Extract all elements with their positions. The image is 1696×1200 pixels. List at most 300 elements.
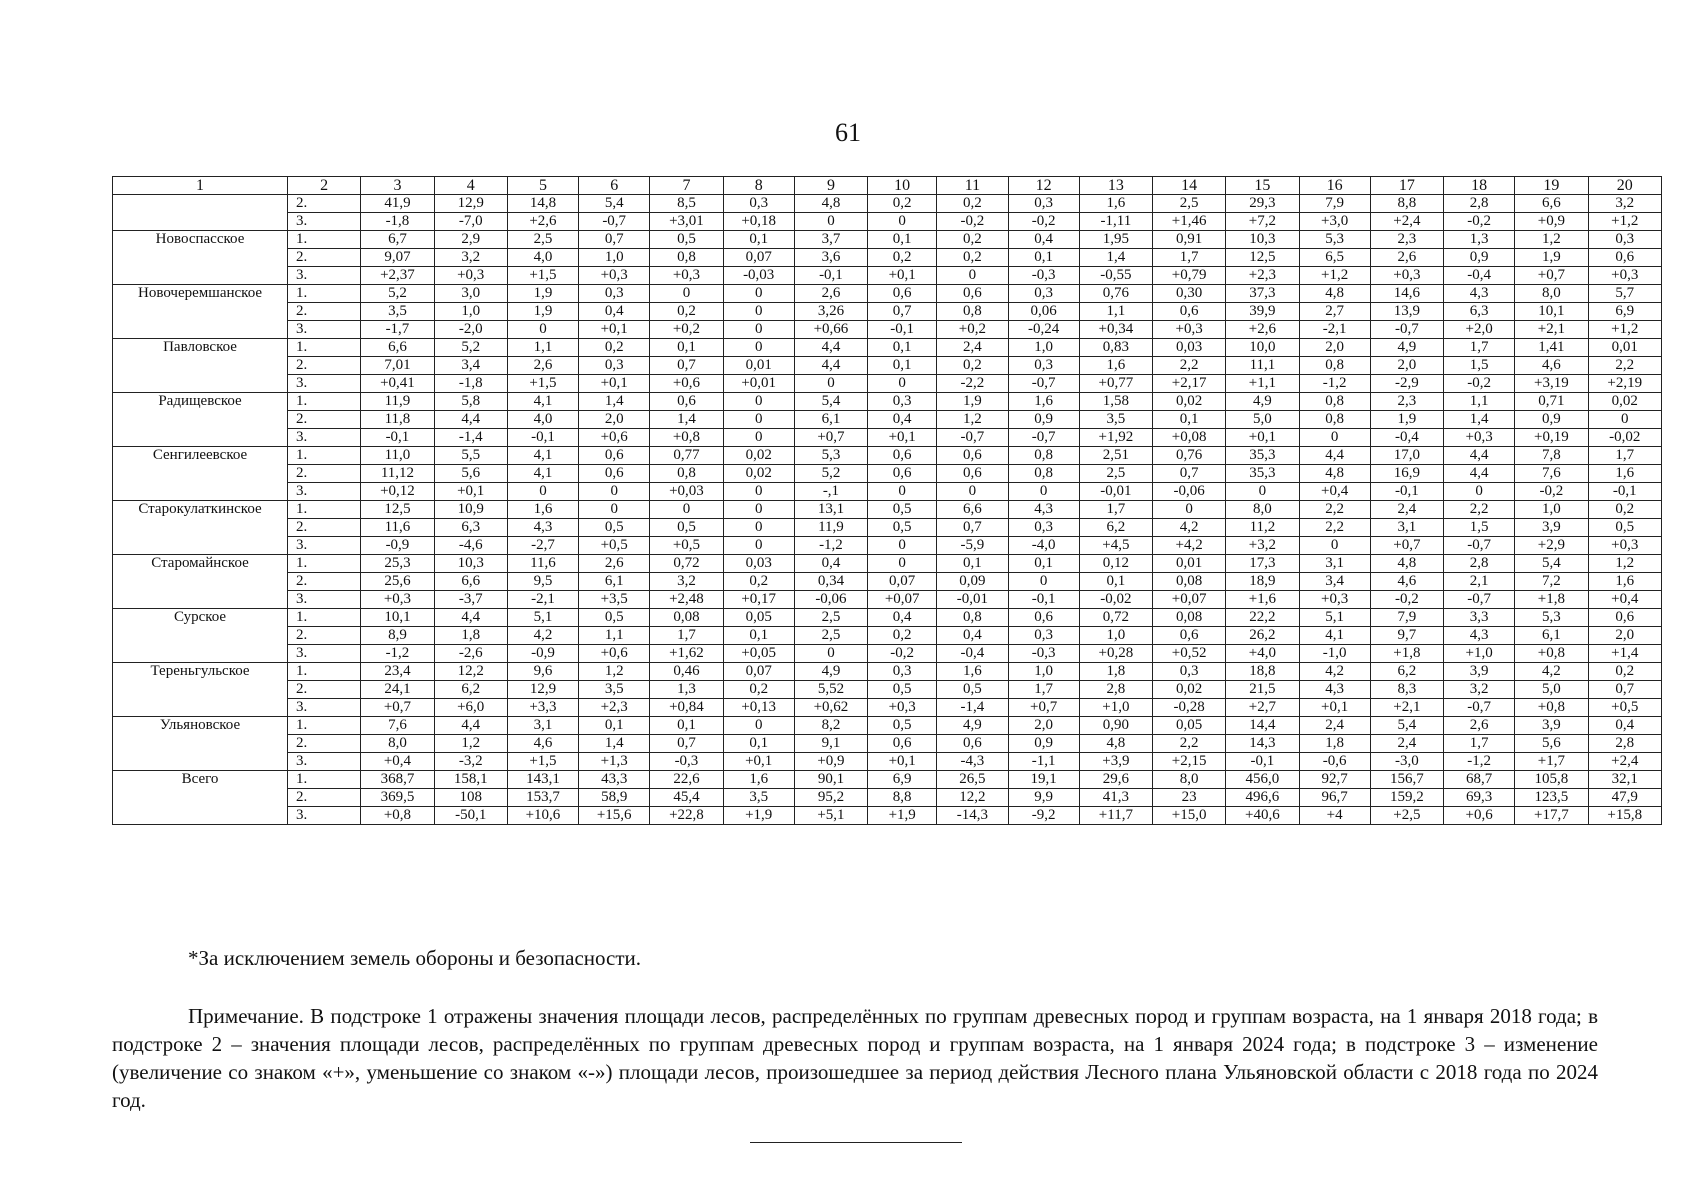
value-cell: 0,03 xyxy=(1153,339,1226,357)
page-number: 61 xyxy=(835,118,861,147)
value-cell: 3,5 xyxy=(723,789,794,807)
value-cell: 3,26 xyxy=(794,303,867,321)
value-cell: -0,3 xyxy=(1008,645,1079,663)
value-cell: 2,8 xyxy=(1079,681,1152,699)
value-cell: +7,2 xyxy=(1226,213,1299,231)
value-cell: 4,4 xyxy=(1444,447,1515,465)
table-row xyxy=(113,303,1662,321)
value-cell: 5,3 xyxy=(1299,231,1370,249)
value-cell: +0,1 xyxy=(868,753,937,771)
column-number-header: 19 xyxy=(1515,177,1588,195)
subrow-number-cell: 2. xyxy=(288,249,361,267)
value-cell: 3,2 xyxy=(434,249,507,267)
table-row xyxy=(113,663,1662,681)
value-cell: +3,2 xyxy=(1226,537,1299,555)
value-cell: 23 xyxy=(1153,789,1226,807)
column-number-header: 7 xyxy=(650,177,723,195)
value-cell: 0,2 xyxy=(723,573,794,591)
value-cell: 0,7 xyxy=(579,231,650,249)
value-cell: 0,05 xyxy=(1153,717,1226,735)
value-cell: 0,6 xyxy=(868,447,937,465)
value-cell: 0 xyxy=(723,339,794,357)
value-cell: +1,5 xyxy=(507,753,578,771)
value-cell: 2,0 xyxy=(1370,357,1443,375)
subrow-number-cell: 1. xyxy=(288,609,361,627)
value-cell: 0,02 xyxy=(723,465,794,483)
value-cell: 0,6 xyxy=(1008,609,1079,627)
value-cell: +2,1 xyxy=(1370,699,1443,717)
value-cell: 1,0 xyxy=(1079,627,1152,645)
subrow-number-cell: 1. xyxy=(288,447,361,465)
value-cell: 4,4 xyxy=(434,609,507,627)
table-row xyxy=(113,339,1662,357)
value-cell: 5,1 xyxy=(507,609,578,627)
value-cell: -0,7 xyxy=(1008,429,1079,447)
value-cell: 19,1 xyxy=(1008,771,1079,789)
table-row xyxy=(113,375,1662,393)
table-row xyxy=(113,807,1662,825)
value-cell: 6,5 xyxy=(1299,249,1370,267)
table-row xyxy=(113,393,1662,411)
value-cell: +1,2 xyxy=(1299,267,1370,285)
value-cell: 10,3 xyxy=(1226,231,1299,249)
value-cell: -7,0 xyxy=(434,213,507,231)
value-cell: 11,12 xyxy=(361,465,434,483)
value-cell: +0,9 xyxy=(794,753,867,771)
value-cell: 11,8 xyxy=(361,411,434,429)
value-cell: 29,6 xyxy=(1079,771,1152,789)
table-row xyxy=(113,213,1662,231)
value-cell: 2,8 xyxy=(1444,195,1515,213)
column-number-header: 17 xyxy=(1370,177,1443,195)
value-cell: 7,6 xyxy=(1515,465,1588,483)
value-cell: 0,2 xyxy=(868,249,937,267)
value-cell: 0,6 xyxy=(1588,609,1661,627)
value-cell: 3,7 xyxy=(794,231,867,249)
value-cell: 123,5 xyxy=(1515,789,1588,807)
value-cell: 1,9 xyxy=(507,285,578,303)
value-cell: 1,7 xyxy=(1444,339,1515,357)
value-cell: 0 xyxy=(723,519,794,537)
value-cell: 32,1 xyxy=(1588,771,1661,789)
value-cell: +2,0 xyxy=(1444,321,1515,339)
value-cell: -1,2 xyxy=(1299,375,1370,393)
table-row xyxy=(113,573,1662,591)
value-cell: 22,2 xyxy=(1226,609,1299,627)
column-number-header: 3 xyxy=(361,177,434,195)
value-cell: 0,01 xyxy=(723,357,794,375)
value-cell: -0,01 xyxy=(1079,483,1152,501)
value-cell: 6,3 xyxy=(434,519,507,537)
value-cell: +0,34 xyxy=(1079,321,1152,339)
value-cell: 6,2 xyxy=(1370,663,1443,681)
value-cell: 2,6 xyxy=(507,357,578,375)
value-cell: 0,4 xyxy=(1588,717,1661,735)
value-cell: 0,1 xyxy=(868,339,937,357)
value-cell: +4,0 xyxy=(1226,645,1299,663)
value-cell: -0,4 xyxy=(937,645,1008,663)
value-cell: 1,7 xyxy=(1444,735,1515,753)
value-cell: +3,3 xyxy=(507,699,578,717)
value-cell: 0,2 xyxy=(937,195,1008,213)
value-cell: 0,4 xyxy=(579,303,650,321)
value-cell: 3,3 xyxy=(1444,609,1515,627)
value-cell: 96,7 xyxy=(1299,789,1370,807)
value-cell: -5,9 xyxy=(937,537,1008,555)
value-cell: +3,01 xyxy=(650,213,723,231)
value-cell: 0 xyxy=(723,303,794,321)
value-cell: +11,7 xyxy=(1079,807,1152,825)
value-cell: 0,08 xyxy=(1153,609,1226,627)
value-cell: -50,1 xyxy=(434,807,507,825)
value-cell: +0,3 xyxy=(1588,267,1661,285)
table-header-row xyxy=(113,177,1662,195)
value-cell: 0,8 xyxy=(1008,447,1079,465)
value-cell: -9,2 xyxy=(1008,807,1079,825)
value-cell: -0,24 xyxy=(1008,321,1079,339)
column-number-header: 12 xyxy=(1008,177,1079,195)
value-cell: +0,3 xyxy=(1153,321,1226,339)
value-cell: 0 xyxy=(794,645,867,663)
value-cell: 0,91 xyxy=(1153,231,1226,249)
value-cell: -2,1 xyxy=(507,591,578,609)
value-cell: -0,7 xyxy=(579,213,650,231)
region-name-cell: Старомайнское xyxy=(113,555,288,609)
value-cell: +0,19 xyxy=(1515,429,1588,447)
value-cell: 1,7 xyxy=(1008,681,1079,699)
value-cell: 92,7 xyxy=(1299,771,1370,789)
column-number-header: 13 xyxy=(1079,177,1152,195)
value-cell: 0,6 xyxy=(868,735,937,753)
value-cell: 0,07 xyxy=(868,573,937,591)
value-cell: 18,8 xyxy=(1226,663,1299,681)
value-cell: -0,55 xyxy=(1079,267,1152,285)
value-cell: 13,1 xyxy=(794,501,867,519)
value-cell: +1,9 xyxy=(723,807,794,825)
value-cell: 0,01 xyxy=(1153,555,1226,573)
value-cell: -1,4 xyxy=(937,699,1008,717)
value-cell: 0,1 xyxy=(723,627,794,645)
value-cell: 0 xyxy=(1008,573,1079,591)
value-cell: 1,8 xyxy=(1079,663,1152,681)
value-cell: 2,5 xyxy=(794,609,867,627)
value-cell: 2,5 xyxy=(507,231,578,249)
value-cell: 8,5 xyxy=(650,195,723,213)
value-cell: 4,1 xyxy=(1299,627,1370,645)
value-cell: 0 xyxy=(579,501,650,519)
value-cell: -2,2 xyxy=(937,375,1008,393)
value-cell: +0,4 xyxy=(1299,483,1370,501)
value-cell: -1,11 xyxy=(1079,213,1152,231)
value-cell: 16,9 xyxy=(1370,465,1443,483)
table-row xyxy=(113,411,1662,429)
subrow-number-cell: 2. xyxy=(288,681,361,699)
value-cell: 90,1 xyxy=(794,771,867,789)
value-cell: +0,1 xyxy=(868,429,937,447)
value-cell: 456,0 xyxy=(1226,771,1299,789)
value-cell: 0,8 xyxy=(1299,393,1370,411)
value-cell: 6,1 xyxy=(579,573,650,591)
value-cell: +0,07 xyxy=(868,591,937,609)
value-cell: 1,1 xyxy=(579,627,650,645)
column-number-header: 9 xyxy=(794,177,867,195)
value-cell: 0 xyxy=(1444,483,1515,501)
value-cell: 0,2 xyxy=(1588,663,1661,681)
value-cell: -0,02 xyxy=(1588,429,1661,447)
value-cell: +3,9 xyxy=(1079,753,1152,771)
value-cell: 4,6 xyxy=(1515,357,1588,375)
value-cell: +0,2 xyxy=(937,321,1008,339)
value-cell: 0,6 xyxy=(1153,303,1226,321)
table-body xyxy=(113,177,1662,825)
value-cell: +3,5 xyxy=(579,591,650,609)
value-cell: 2,5 xyxy=(794,627,867,645)
value-cell: 0,76 xyxy=(1153,447,1226,465)
value-cell: 9,9 xyxy=(1008,789,1079,807)
value-cell: 1,9 xyxy=(507,303,578,321)
value-cell: -0,06 xyxy=(1153,483,1226,501)
table-row xyxy=(113,483,1662,501)
value-cell: 0,5 xyxy=(650,519,723,537)
value-cell: +0,1 xyxy=(868,267,937,285)
value-cell: +0,3 xyxy=(650,267,723,285)
value-cell: 0,6 xyxy=(579,447,650,465)
value-cell: -0,1 xyxy=(794,267,867,285)
value-cell: 0,5 xyxy=(868,519,937,537)
value-cell: 0,2 xyxy=(937,357,1008,375)
value-cell: +0,3 xyxy=(579,267,650,285)
value-cell: 1,0 xyxy=(579,249,650,267)
value-cell: 4,2 xyxy=(507,627,578,645)
subrow-number-cell: 2. xyxy=(288,735,361,753)
value-cell: 3,4 xyxy=(1299,573,1370,591)
column-number-header: 18 xyxy=(1444,177,1515,195)
subrow-number-cell: 3. xyxy=(288,429,361,447)
value-cell: 0 xyxy=(1588,411,1661,429)
value-cell: 0 xyxy=(1008,483,1079,501)
value-cell: 1,6 xyxy=(1588,573,1661,591)
column-number-header: 16 xyxy=(1299,177,1370,195)
value-cell: -1,2 xyxy=(794,537,867,555)
column-number-header: 1 xyxy=(113,177,288,195)
value-cell: 2,3 xyxy=(1370,231,1443,249)
value-cell: 0,2 xyxy=(868,627,937,645)
value-cell: +2,1 xyxy=(1515,321,1588,339)
value-cell: +15,8 xyxy=(1588,807,1661,825)
value-cell: +1,62 xyxy=(650,645,723,663)
table-row xyxy=(113,447,1662,465)
value-cell: 368,7 xyxy=(361,771,434,789)
value-cell: 0,1 xyxy=(723,231,794,249)
value-cell: 0,7 xyxy=(937,519,1008,537)
value-cell: -0,03 xyxy=(723,267,794,285)
value-cell: 0,3 xyxy=(1008,195,1079,213)
value-cell: 0,8 xyxy=(1008,465,1079,483)
value-cell: 2,2 xyxy=(1588,357,1661,375)
value-cell: -0,06 xyxy=(794,591,867,609)
subrow-number-cell: 1. xyxy=(288,339,361,357)
value-cell: 10,1 xyxy=(1515,303,1588,321)
value-cell: 0,5 xyxy=(579,609,650,627)
value-cell: 0,4 xyxy=(868,411,937,429)
value-cell: 1,6 xyxy=(723,771,794,789)
value-cell: 4,4 xyxy=(1444,465,1515,483)
value-cell: 4,0 xyxy=(507,411,578,429)
value-cell: 5,52 xyxy=(794,681,867,699)
value-cell: 1,8 xyxy=(1299,735,1370,753)
value-cell: 0,6 xyxy=(1153,627,1226,645)
value-cell: +0,6 xyxy=(650,375,723,393)
value-cell: +0,1 xyxy=(1299,699,1370,717)
subrow-number-cell: 3. xyxy=(288,321,361,339)
value-cell: -0,3 xyxy=(650,753,723,771)
value-cell: 0,3 xyxy=(1588,231,1661,249)
subrow-number-cell: 1. xyxy=(288,393,361,411)
value-cell: +0,3 xyxy=(1299,591,1370,609)
value-cell: 0,3 xyxy=(1153,663,1226,681)
value-cell: +0,8 xyxy=(1515,645,1588,663)
value-cell: 0,77 xyxy=(650,447,723,465)
table-row xyxy=(113,555,1662,573)
value-cell: -0,7 xyxy=(1444,537,1515,555)
value-cell: 0,1 xyxy=(1008,555,1079,573)
value-cell: 0 xyxy=(868,483,937,501)
subrow-number-cell: 3. xyxy=(288,483,361,501)
value-cell: 35,3 xyxy=(1226,447,1299,465)
value-cell: +0,2 xyxy=(650,321,723,339)
value-cell: 496,6 xyxy=(1226,789,1299,807)
value-cell: +0,3 xyxy=(1588,537,1661,555)
value-cell: 0 xyxy=(723,393,794,411)
value-cell: 7,6 xyxy=(361,717,434,735)
value-cell: +0,1 xyxy=(723,753,794,771)
value-cell: -0,4 xyxy=(1444,267,1515,285)
value-cell: 0,07 xyxy=(723,663,794,681)
value-cell: -0,1 xyxy=(1008,591,1079,609)
value-cell: -0,3 xyxy=(1008,267,1079,285)
value-cell: 153,7 xyxy=(507,789,578,807)
value-cell: -4,3 xyxy=(937,753,1008,771)
value-cell: 1,7 xyxy=(1079,501,1152,519)
value-cell: -0,01 xyxy=(937,591,1008,609)
value-cell: 0,76 xyxy=(1079,285,1152,303)
value-cell: 0 xyxy=(723,321,794,339)
value-cell: 0,3 xyxy=(1008,519,1079,537)
value-cell: 0,8 xyxy=(937,303,1008,321)
note-paragraph: Примечание. В подстроке 1 отражены значения площади лесов, распределённых по группам древесных пород и группам возраста, на 1 января 2018 года; в подстроке 2 – значения площади лесов, распределённых по группам древесных пород и группам возраста, на 1 января 2024 года; в подстроке 3 – изменение (увеличение со знаком «+», уменьшение со знаком «-») площади лесов, произошедшее за период действия Лесного плана Ульяновской области с 2018 года по 2024 год. xyxy=(112,1004,1598,1112)
value-cell: +0,5 xyxy=(650,537,723,555)
value-cell: 4,4 xyxy=(1299,447,1370,465)
value-cell: -0,7 xyxy=(937,429,1008,447)
value-cell: 3,1 xyxy=(1370,519,1443,537)
table-row xyxy=(113,501,1662,519)
value-cell: 8,0 xyxy=(1153,771,1226,789)
region-name-cell: Радищевское xyxy=(113,393,288,447)
value-cell: 1,58 xyxy=(1079,393,1152,411)
value-cell: 2,9 xyxy=(434,231,507,249)
value-cell: +0,8 xyxy=(361,807,434,825)
value-cell: 4,1 xyxy=(507,447,578,465)
value-cell: 0,05 xyxy=(723,609,794,627)
value-cell: 4,9 xyxy=(937,717,1008,735)
value-cell: 0 xyxy=(723,285,794,303)
value-cell: 4,2 xyxy=(1299,663,1370,681)
value-cell: 2,2 xyxy=(1299,519,1370,537)
value-cell: 2,0 xyxy=(1299,339,1370,357)
subrow-number-cell: 3. xyxy=(288,537,361,555)
value-cell: 1,4 xyxy=(579,735,650,753)
column-number-header: 11 xyxy=(937,177,1008,195)
value-cell: 0 xyxy=(868,375,937,393)
value-cell: 4,3 xyxy=(1444,627,1515,645)
value-cell: 26,2 xyxy=(1226,627,1299,645)
value-cell: 0,5 xyxy=(868,681,937,699)
value-cell: 3,5 xyxy=(1079,411,1152,429)
value-cell: 26,5 xyxy=(937,771,1008,789)
value-cell: 7,9 xyxy=(1299,195,1370,213)
value-cell: 5,2 xyxy=(434,339,507,357)
value-cell: 6,7 xyxy=(361,231,434,249)
region-name-cell: Всего xyxy=(113,771,288,825)
value-cell: 47,9 xyxy=(1588,789,1661,807)
value-cell: +0,08 xyxy=(1153,429,1226,447)
value-cell: +2,6 xyxy=(507,213,578,231)
value-cell: -0,28 xyxy=(1153,699,1226,717)
value-cell: 5,3 xyxy=(1515,609,1588,627)
value-cell: 0,6 xyxy=(1588,249,1661,267)
value-cell: 37,3 xyxy=(1226,285,1299,303)
value-cell: 11,9 xyxy=(794,519,867,537)
value-cell: 0,5 xyxy=(868,717,937,735)
subrow-number-cell: 3. xyxy=(288,591,361,609)
subrow-number-cell: 3. xyxy=(288,267,361,285)
value-cell: 18,9 xyxy=(1226,573,1299,591)
value-cell: 4,8 xyxy=(1299,465,1370,483)
value-cell: -,1 xyxy=(794,483,867,501)
value-cell: +15,6 xyxy=(579,807,650,825)
value-cell: -0,1 xyxy=(361,429,434,447)
value-cell: 1,0 xyxy=(434,303,507,321)
value-cell: 58,9 xyxy=(579,789,650,807)
value-cell: -3,7 xyxy=(434,591,507,609)
value-cell: +4,2 xyxy=(1153,537,1226,555)
value-cell: -0,7 xyxy=(1370,321,1443,339)
value-cell: 68,7 xyxy=(1444,771,1515,789)
value-cell: 8,0 xyxy=(361,735,434,753)
value-cell: +2,7 xyxy=(1226,699,1299,717)
value-cell: +0,3 xyxy=(434,267,507,285)
value-cell: 12,9 xyxy=(507,681,578,699)
value-cell: 25,6 xyxy=(361,573,434,591)
subrow-number-cell: 3. xyxy=(288,213,361,231)
value-cell: +0,4 xyxy=(361,753,434,771)
value-cell: +6,0 xyxy=(434,699,507,717)
value-cell: 6,1 xyxy=(794,411,867,429)
table-row xyxy=(113,735,1662,753)
value-cell: 0,1 xyxy=(723,735,794,753)
table-row xyxy=(113,195,1662,213)
column-number-header: 8 xyxy=(723,177,794,195)
region-name-cell: Новочеремшанское xyxy=(113,285,288,339)
value-cell: -0,2 xyxy=(1444,375,1515,393)
value-cell: 4,4 xyxy=(434,717,507,735)
region-name-cell xyxy=(113,195,288,231)
value-cell: +0,3 xyxy=(1444,429,1515,447)
value-cell: +4 xyxy=(1299,807,1370,825)
value-cell: 0 xyxy=(868,555,937,573)
value-cell: +1,2 xyxy=(1588,213,1661,231)
value-cell: 0,1 xyxy=(1153,411,1226,429)
